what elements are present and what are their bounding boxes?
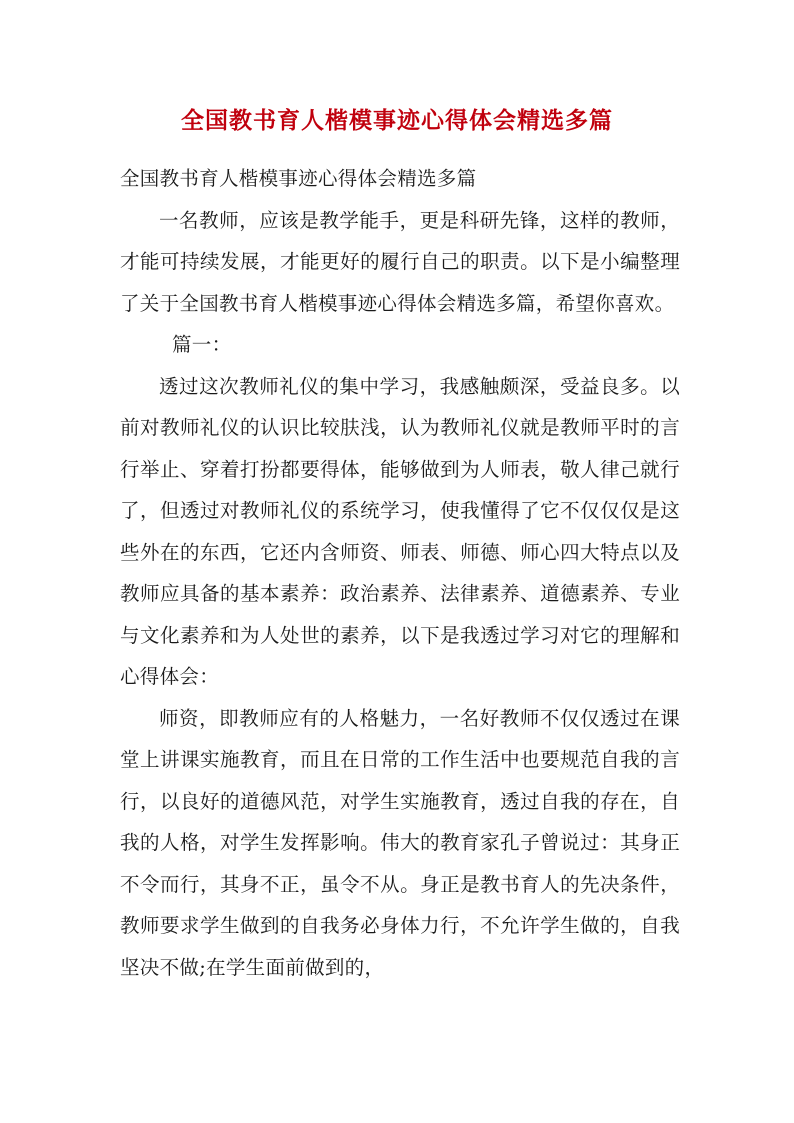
section-heading: 篇一：: [172, 333, 232, 356]
body-paragraph: 师资，即教师应有的人格魅力，一名好教师不仅仅透过在课堂上讲课实施教育，而且在日常的工作生活中也要规范自我的言行，以良好的道德风范，对学生实施教育，透过自我的存在，自我的人格，对学生发挥影响。伟大的教育家孔子曾说过：其身正不令而行，其身不正，虽令不从。身正是教书育人的先决条件，教师要求学生做到的自我务必身体力行，不允许学生做的，自我坚决不做;在学生面前做到的，: [120, 706, 680, 979]
document-subtitle: 全国教书育人楷模事迹心得体会精选多篇: [120, 167, 477, 190]
document-body: [120, 158, 680, 988]
body-paragraph: 透过这次教师礼仪的集中学习，我感触颇深，受益良多。以前对教师礼仪的认识比较肤浅，认为教师礼仪就是教师平时的言行举止、穿着打扮都要得体，能够做到为人师表，敬人律己就行了，但透过对教师礼仪的系统学习，使我懂得了它不仅仅仅是这些外在的东西，它还内含师资、师表、师德、师心四大特点以及教师应具备的基本素养：政治素养、法律素养、道德素养、专业与文化素养和为人处世的素养，以下是我透过学习对它的理解和心得体会：: [120, 374, 680, 688]
document-title: 全国教书育人楷模事迹心得体会精选多篇: [181, 107, 613, 134]
intro-paragraph: 一名教师，应该是教学能手，更是科研先锋，这样的教师，才能可持续发展，才能更好的履行自己的职责。以下是小编整理了关于全国教书育人楷模事迹心得体会精选多篇，希望你喜欢。: [120, 208, 680, 315]
